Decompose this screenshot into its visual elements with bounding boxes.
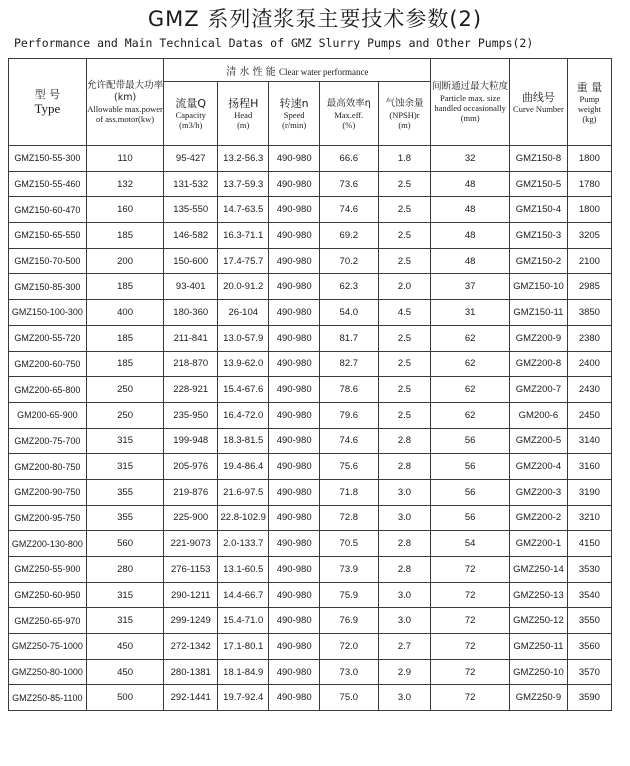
cell-capacity: 93-401	[164, 274, 218, 300]
cell-npsh: 2.9	[378, 659, 431, 685]
cell-efficiency: 54.0	[319, 300, 378, 326]
cell-power: 450	[86, 634, 164, 660]
cell-capacity: 135-550	[164, 197, 218, 223]
cell-head: 26-104	[218, 300, 269, 326]
cell-power: 315	[86, 608, 164, 634]
cell-curve: GMZ250-12	[510, 608, 568, 634]
cell-npsh: 2.5	[378, 248, 431, 274]
cell-weight: 3140	[567, 428, 611, 454]
header-npsh-unit: (m)	[398, 119, 411, 130]
cell-efficiency: 82.7	[319, 351, 378, 377]
table-row	[9, 659, 612, 685]
cell-power: 160	[86, 197, 164, 223]
cell-particle: 72	[431, 557, 510, 583]
header-head	[218, 82, 269, 146]
cell-curve: GMZ250-10	[510, 659, 568, 685]
table-row	[9, 223, 612, 249]
cell-particle: 48	[431, 223, 510, 249]
cell-efficiency: 75.0	[319, 685, 378, 711]
cell-head: 18.3-81.5	[218, 428, 269, 454]
header-speed-zh: 转速n	[279, 97, 309, 110]
cell-power: 185	[86, 223, 164, 249]
cell-speed: 490-980	[269, 377, 319, 403]
header-speed	[269, 82, 319, 146]
header-npsh	[378, 82, 431, 146]
cell-type: GMZ150-85-300	[9, 274, 87, 300]
cell-npsh: 4.5	[378, 300, 431, 326]
cell-particle: 62	[431, 325, 510, 351]
cell-head: 15.4-71.0	[218, 608, 269, 634]
header-particle-zh: 间断通过最大粒度	[432, 81, 509, 92]
cell-curve: GMZ150-4	[510, 197, 568, 223]
cell-curve: GM200-6	[510, 402, 568, 428]
cell-head: 16.4-72.0	[218, 402, 269, 428]
cell-efficiency: 75.9	[319, 582, 378, 608]
table-row	[9, 146, 612, 172]
cell-head: 19.4-86.4	[218, 454, 269, 480]
cell-efficiency: 74.6	[319, 428, 378, 454]
header-type-zh: 型 号	[34, 88, 61, 101]
cell-capacity: 235-950	[164, 402, 218, 428]
cell-weight: 2100	[567, 248, 611, 274]
header-type-en: Type	[34, 101, 61, 116]
cell-weight: 2450	[567, 402, 611, 428]
cell-curve: GMZ250-11	[510, 634, 568, 660]
cell-npsh: 2.5	[378, 197, 431, 223]
cell-power: 250	[86, 402, 164, 428]
cell-particle: 72	[431, 685, 510, 711]
cell-speed: 490-980	[269, 608, 319, 634]
table-row	[9, 505, 612, 531]
cell-capacity: 199-948	[164, 428, 218, 454]
cell-particle: 62	[431, 402, 510, 428]
cell-npsh: 2.5	[378, 402, 431, 428]
table-row	[9, 171, 612, 197]
cell-speed: 490-980	[269, 428, 319, 454]
cell-curve: GMZ200-9	[510, 325, 568, 351]
cell-particle: 72	[431, 582, 510, 608]
cell-type: GMZ150-55-460	[9, 171, 87, 197]
cell-type: GMZ200-55-720	[9, 325, 87, 351]
cell-capacity: 146-582	[164, 223, 218, 249]
header-curve-en: Curve Number	[513, 103, 564, 114]
cell-weight: 3540	[567, 582, 611, 608]
cell-efficiency: 72.8	[319, 505, 378, 531]
header-weight-zh: 重 量	[576, 80, 603, 94]
cell-curve: GMZ200-5	[510, 428, 568, 454]
cell-head: 17.4-75.7	[218, 248, 269, 274]
cell-weight: 1780	[567, 171, 611, 197]
header-efficiency-unit: (%)	[342, 119, 356, 130]
cell-particle: 48	[431, 197, 510, 223]
header-curve	[510, 59, 568, 146]
cell-head: 13.7-59.3	[218, 171, 269, 197]
header-power-zh: 允许配带最大功率(km)	[87, 80, 164, 103]
cell-npsh: 2.5	[378, 377, 431, 403]
cell-type: GMZ200-95-750	[9, 505, 87, 531]
table-row	[9, 557, 612, 583]
cell-particle: 48	[431, 248, 510, 274]
cell-type: GMZ200-60-750	[9, 351, 87, 377]
cell-capacity: 95-427	[164, 146, 218, 172]
cell-efficiency: 75.6	[319, 454, 378, 480]
cell-capacity: 292-1441	[164, 685, 218, 711]
cell-weight: 3590	[567, 685, 611, 711]
cell-particle: 48	[431, 171, 510, 197]
cell-curve: GMZ200-7	[510, 377, 568, 403]
cell-head: 13.2-56.3	[218, 146, 269, 172]
cell-efficiency: 78.6	[319, 377, 378, 403]
cell-type: GMZ250-80-1000	[9, 659, 87, 685]
cell-capacity: 211-841	[164, 325, 218, 351]
cell-weight: 2985	[567, 274, 611, 300]
header-head-unit: (m)	[237, 120, 250, 130]
cell-type: GMZ200-80-750	[9, 454, 87, 480]
header-type	[9, 59, 87, 146]
cell-npsh: 2.8	[378, 557, 431, 583]
table-row	[9, 634, 612, 660]
cell-speed: 490-980	[269, 325, 319, 351]
cell-particle: 54	[431, 531, 510, 557]
table-row	[9, 325, 612, 351]
cell-particle: 56	[431, 428, 510, 454]
cell-npsh: 2.8	[378, 454, 431, 480]
cell-capacity: 272-1342	[164, 634, 218, 660]
table-row	[9, 351, 612, 377]
table-row	[9, 531, 612, 557]
cell-head: 15.4-67.6	[218, 377, 269, 403]
header-efficiency-zh: 最高效率η	[326, 97, 371, 109]
cell-power: 132	[86, 171, 164, 197]
cell-particle: 62	[431, 351, 510, 377]
header-capacity-unit: (m3/h)	[179, 120, 203, 130]
cell-efficiency: 73.0	[319, 659, 378, 685]
cell-npsh: 2.8	[378, 428, 431, 454]
table-row	[9, 377, 612, 403]
cell-power: 200	[86, 248, 164, 274]
cell-particle: 56	[431, 479, 510, 505]
cell-weight: 3205	[567, 223, 611, 249]
cell-capacity: 150-600	[164, 248, 218, 274]
cell-type: GMZ150-70-500	[9, 248, 87, 274]
table-row	[9, 300, 612, 326]
cell-speed: 490-980	[269, 197, 319, 223]
cell-capacity: 218-870	[164, 351, 218, 377]
cell-efficiency: 69.2	[319, 223, 378, 249]
cell-head: 13.0-57.9	[218, 325, 269, 351]
cell-head: 17.1-80.1	[218, 634, 269, 660]
cell-npsh: 1.8	[378, 146, 431, 172]
cell-particle: 72	[431, 608, 510, 634]
cell-power: 185	[86, 351, 164, 377]
header-weight-en: Pump weight	[577, 93, 601, 114]
table-header	[9, 59, 612, 146]
header-weight	[567, 59, 611, 146]
cell-power: 110	[86, 146, 164, 172]
header-particle	[431, 59, 510, 146]
cell-speed: 490-980	[269, 582, 319, 608]
cell-particle: 56	[431, 454, 510, 480]
table-row	[9, 248, 612, 274]
cell-curve: GMZ200-4	[510, 454, 568, 480]
cell-head: 21.6-97.5	[218, 479, 269, 505]
header-head-zh: 扬程H	[228, 97, 259, 110]
cell-type: GMZ150-60-470	[9, 197, 87, 223]
header-efficiency-en: Max.eff.	[334, 109, 364, 120]
header-power-en: Allowable max.power of ass.motor(kw)	[87, 104, 163, 124]
cell-head: 16.3-71.1	[218, 223, 269, 249]
table-row	[9, 402, 612, 428]
cell-capacity: 280-1381	[164, 659, 218, 685]
cell-weight: 1800	[567, 146, 611, 172]
cell-type: GMZ250-55-900	[9, 557, 87, 583]
cell-speed: 490-980	[269, 557, 319, 583]
cell-efficiency: 74.6	[319, 197, 378, 223]
cell-efficiency: 70.2	[319, 248, 378, 274]
header-speed-en: Speed	[283, 110, 305, 120]
cell-capacity: 131-532	[164, 171, 218, 197]
cell-type: GMZ250-75-1000	[9, 634, 87, 660]
spec-table	[8, 58, 612, 711]
table-row	[9, 608, 612, 634]
cell-power: 315	[86, 428, 164, 454]
header-efficiency	[319, 82, 378, 146]
header-capacity-en: Capacity	[175, 110, 206, 120]
table-row	[9, 197, 612, 223]
cell-capacity: 290-1211	[164, 582, 218, 608]
cell-weight: 3560	[567, 634, 611, 660]
cell-speed: 490-980	[269, 659, 319, 685]
cell-efficiency: 66.6	[319, 146, 378, 172]
cell-speed: 490-980	[269, 505, 319, 531]
cell-efficiency: 62.3	[319, 274, 378, 300]
cell-type: GMZ250-85-1100	[9, 685, 87, 711]
cell-head: 13.1-60.5	[218, 557, 269, 583]
cell-speed: 490-980	[269, 634, 319, 660]
cell-speed: 490-980	[269, 454, 319, 480]
cell-curve: GMZ250-13	[510, 582, 568, 608]
cell-type: GMZ200-75-700	[9, 428, 87, 454]
cell-type: GMZ200-130-800	[9, 531, 87, 557]
cell-weight: 3570	[567, 659, 611, 685]
cell-type: GM200-65-900	[9, 402, 87, 428]
cell-particle: 56	[431, 505, 510, 531]
table-row	[9, 685, 612, 711]
cell-efficiency: 72.0	[319, 634, 378, 660]
cell-weight: 3190	[567, 479, 611, 505]
cell-particle: 62	[431, 377, 510, 403]
cell-curve: GMZ150-8	[510, 146, 568, 172]
table-row	[9, 454, 612, 480]
cell-npsh: 3.0	[378, 479, 431, 505]
cell-weight: 3850	[567, 300, 611, 326]
header-clear-water-en: Clear water performance	[278, 66, 369, 77]
cell-curve: GMZ150-3	[510, 223, 568, 249]
header-clear-water-zh: 清 水 性 能	[226, 66, 276, 78]
cell-type: GMZ250-65-970	[9, 608, 87, 634]
cell-efficiency: 76.9	[319, 608, 378, 634]
table-row	[9, 582, 612, 608]
header-power	[86, 59, 164, 146]
cell-weight: 3550	[567, 608, 611, 634]
cell-efficiency: 71.8	[319, 479, 378, 505]
header-weight-unit: (kg)	[582, 113, 597, 124]
cell-npsh: 3.0	[378, 685, 431, 711]
header-speed-unit: (r/min)	[282, 120, 307, 130]
header-npsh-zh: 气蚀余量	[385, 97, 424, 109]
cell-curve: GMZ150-11	[510, 300, 568, 326]
cell-npsh: 2.0	[378, 274, 431, 300]
header-capacity-zh: 流量Q	[175, 97, 207, 110]
cell-speed: 490-980	[269, 351, 319, 377]
cell-head: 18.1-84.9	[218, 659, 269, 685]
cell-power: 280	[86, 557, 164, 583]
cell-power: 500	[86, 685, 164, 711]
cell-particle: 31	[431, 300, 510, 326]
cell-npsh: 3.0	[378, 608, 431, 634]
cell-npsh: 2.5	[378, 351, 431, 377]
cell-weight: 1800	[567, 197, 611, 223]
cell-power: 185	[86, 274, 164, 300]
cell-power: 400	[86, 300, 164, 326]
cell-power: 355	[86, 479, 164, 505]
cell-head: 22.8-102.9	[218, 505, 269, 531]
cell-weight: 3160	[567, 454, 611, 480]
cell-weight: 3210	[567, 505, 611, 531]
header-curve-zh: 曲线号	[521, 90, 555, 104]
cell-npsh: 2.5	[378, 223, 431, 249]
cell-weight: 3530	[567, 557, 611, 583]
cell-curve: GMZ150-10	[510, 274, 568, 300]
page-subtitle: Performance and Main Technical Datas of GMZ Slurry Pumps and Other Pumps(2)	[14, 36, 534, 50]
cell-capacity: 180-360	[164, 300, 218, 326]
cell-power: 450	[86, 659, 164, 685]
cell-capacity: 299-1249	[164, 608, 218, 634]
cell-speed: 490-980	[269, 274, 319, 300]
cell-type: GMZ150-65-550	[9, 223, 87, 249]
cell-curve: GMZ200-1	[510, 531, 568, 557]
cell-capacity: 228-921	[164, 377, 218, 403]
cell-weight: 2400	[567, 351, 611, 377]
cell-curve: GMZ150-2	[510, 248, 568, 274]
cell-efficiency: 70.5	[319, 531, 378, 557]
cell-speed: 490-980	[269, 685, 319, 711]
cell-npsh: 2.5	[378, 325, 431, 351]
cell-weight: 4150	[567, 531, 611, 557]
cell-capacity: 219-876	[164, 479, 218, 505]
cell-npsh: 2.8	[378, 531, 431, 557]
cell-power: 250	[86, 377, 164, 403]
cell-speed: 490-980	[269, 248, 319, 274]
cell-head: 13.9-62.0	[218, 351, 269, 377]
cell-head: 20.0-91.2	[218, 274, 269, 300]
cell-power: 185	[86, 325, 164, 351]
cell-power: 560	[86, 531, 164, 557]
cell-efficiency: 79.6	[319, 402, 378, 428]
cell-speed: 490-980	[269, 531, 319, 557]
cell-power: 315	[86, 582, 164, 608]
cell-weight: 2380	[567, 325, 611, 351]
cell-head: 19.7-92.4	[218, 685, 269, 711]
cell-type: GMZ250-60-950	[9, 582, 87, 608]
page-title: GMZ 系列渣浆泵主要技术参数(2)	[147, 7, 483, 31]
cell-curve: GMZ200-3	[510, 479, 568, 505]
table-body	[9, 146, 612, 711]
cell-npsh: 3.0	[378, 505, 431, 531]
table-row	[9, 479, 612, 505]
cell-capacity: 276-1153	[164, 557, 218, 583]
cell-capacity: 221-9073	[164, 531, 218, 557]
cell-speed: 490-980	[269, 223, 319, 249]
cell-head: 14.7-63.5	[218, 197, 269, 223]
cell-curve: GMZ200-2	[510, 505, 568, 531]
cell-speed: 490-980	[269, 171, 319, 197]
cell-type: GMZ150-55-300	[9, 146, 87, 172]
cell-speed: 490-980	[269, 402, 319, 428]
cell-power: 315	[86, 454, 164, 480]
cell-type: GMZ200-65-800	[9, 377, 87, 403]
cell-power: 355	[86, 505, 164, 531]
cell-capacity: 205-976	[164, 454, 218, 480]
cell-capacity: 225-900	[164, 505, 218, 531]
cell-efficiency: 73.6	[319, 171, 378, 197]
header-particle-en: Particle max. size handled occasionally	[434, 93, 506, 113]
header-capacity	[164, 82, 218, 146]
cell-particle: 37	[431, 274, 510, 300]
cell-npsh: 2.5	[378, 171, 431, 197]
header-head-en: Head	[234, 110, 253, 120]
cell-speed: 490-980	[269, 146, 319, 172]
cell-speed: 490-980	[269, 300, 319, 326]
header-npsh-en: (NPSH)r	[389, 109, 420, 120]
cell-npsh: 2.7	[378, 634, 431, 660]
cell-efficiency: 81.7	[319, 325, 378, 351]
cell-type: GMZ150-100-300	[9, 300, 87, 326]
cell-type: GMZ200-90-750	[9, 479, 87, 505]
cell-curve: GMZ250-9	[510, 685, 568, 711]
header-clear-water	[164, 59, 431, 82]
table-row	[9, 428, 612, 454]
cell-curve: GMZ200-8	[510, 351, 568, 377]
cell-weight: 2430	[567, 377, 611, 403]
cell-efficiency: 73.9	[319, 557, 378, 583]
table-row	[9, 274, 612, 300]
cell-curve: GMZ150-5	[510, 171, 568, 197]
cell-speed: 490-980	[269, 479, 319, 505]
cell-head: 2.0-133.7	[218, 531, 269, 557]
cell-particle: 72	[431, 634, 510, 660]
cell-particle: 72	[431, 659, 510, 685]
cell-particle: 32	[431, 146, 510, 172]
cell-curve: GMZ250-14	[510, 557, 568, 583]
header-particle-unit: (mm)	[460, 113, 480, 123]
cell-head: 14.4-66.7	[218, 582, 269, 608]
cell-npsh: 3.0	[378, 582, 431, 608]
